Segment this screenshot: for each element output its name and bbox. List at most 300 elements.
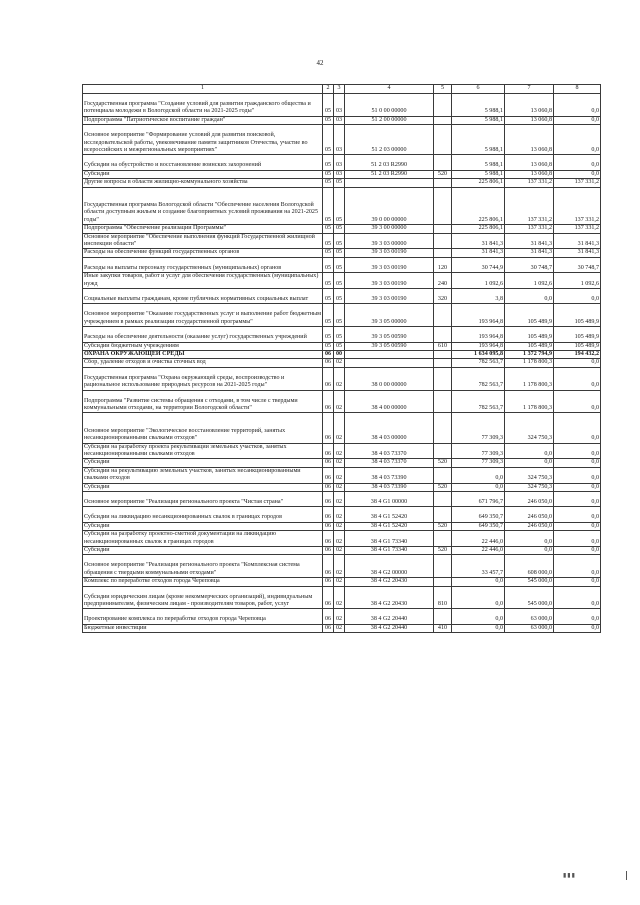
row-name: Субсидии (83, 547, 323, 555)
row-target-article: 38 4 G2 20440 (345, 609, 434, 624)
row-target-article: 38 4 03 73390 (345, 467, 434, 483)
row-subsection: 05 (334, 179, 345, 187)
header-cell: 8 (554, 85, 601, 94)
row-section: 05 (323, 249, 334, 257)
row-amount-3: 0,0 (554, 609, 601, 624)
row-expense-type: 320 (434, 289, 452, 304)
row-amount-2: 105 489,9 (505, 342, 554, 350)
row-name: Расходы на выплаты персоналу государственных (муниципальных) органов (83, 257, 323, 272)
row-section: 06 (323, 359, 334, 367)
row-amount-3: 0,0 (554, 155, 601, 170)
table-row (83, 187, 601, 225)
row-expense-type (434, 304, 452, 327)
row-section: 05 (323, 155, 334, 170)
row-amount-1: 782 563,7 (452, 390, 505, 413)
row-expense-type (434, 492, 452, 507)
row-target-article: 38 4 03 73390 (345, 483, 434, 491)
row-amount-2: 545 000,0 (505, 578, 554, 586)
row-expense-type (434, 578, 452, 586)
row-amount-1: 782 563,7 (452, 359, 505, 367)
header-cell: 3 (334, 85, 345, 94)
row-amount-2: 137 331,2 (505, 187, 554, 225)
row-section: 06 (323, 367, 334, 390)
row-section: 05 (323, 304, 334, 327)
row-subsection: 05 (334, 249, 345, 257)
row-expense-type (434, 187, 452, 225)
row-section: 06 (323, 483, 334, 491)
row-amount-3: 0,0 (554, 578, 601, 586)
row-name: Основное мероприятие "Реализация регионального проекта "Комплексная система обращения с твердыми коммунальными отходами" (83, 555, 323, 578)
row-subsection: 05 (334, 327, 345, 342)
row-amount-2: 137 331,2 (505, 225, 554, 233)
table-row (83, 507, 601, 522)
row-amount-2: 246 050,0 (505, 507, 554, 522)
row-name: Основное мероприятие "Формирование условий для развития поисковой, исследовательской работы, увековечивание памяти защитников Отечества, участие во всероссийских и межрегиональных мероприятиях" (83, 125, 323, 155)
row-name: Социальные выплаты гражданам, кроме публичных нормативных социальных выплат (83, 289, 323, 304)
table-row (83, 467, 601, 483)
row-amount-3: 0,0 (554, 483, 601, 491)
row-amount-1: 5 988,1 (452, 170, 505, 178)
row-amount-2: 1 178 800,3 (505, 359, 554, 367)
table-row (83, 531, 601, 547)
row-amount-2: 105 489,9 (505, 327, 554, 342)
row-amount-1: 0,0 (452, 624, 505, 632)
row-section: 05 (323, 94, 334, 117)
row-subsection: 02 (334, 492, 345, 507)
table-row (83, 351, 601, 359)
row-amount-1: 5 988,1 (452, 125, 505, 155)
row-amount-2: 324 750,3 (505, 413, 554, 443)
row-amount-2: 246 050,0 (505, 522, 554, 530)
row-name: Иные закупки товаров, работ и услуг для обеспечения государственных (муниципальных) нужд (83, 273, 323, 289)
row-amount-2: 0,0 (505, 443, 554, 459)
row-amount-2: 1 178 800,3 (505, 390, 554, 413)
row-expense-type: 520 (434, 170, 452, 178)
row-name: Бюджетные инвестиции (83, 624, 323, 632)
table-row (83, 179, 601, 187)
table-row (83, 327, 601, 342)
row-name: Субсидии (83, 522, 323, 530)
header-cell: 1 (83, 85, 323, 94)
row-section: 05 (323, 179, 334, 187)
row-name: Субсидии (83, 483, 323, 491)
row-section: 05 (323, 233, 334, 249)
row-amount-2: 31 841,3 (505, 249, 554, 257)
row-amount-1: 0,0 (452, 483, 505, 491)
row-subsection: 05 (334, 233, 345, 249)
row-amount-2: 0,0 (505, 531, 554, 547)
row-amount-3: 105 489,9 (554, 342, 601, 350)
row-expense-type (434, 367, 452, 390)
row-amount-3: 0,0 (554, 367, 601, 390)
row-section: 06 (323, 531, 334, 547)
row-amount-3: 0,0 (554, 586, 601, 609)
row-expense-type: 410 (434, 624, 452, 632)
row-amount-1: 33 457,7 (452, 555, 505, 578)
row-subsection: 02 (334, 459, 345, 467)
row-target-article: 39 3 05 00590 (345, 327, 434, 342)
table-row (83, 94, 601, 117)
budget-table (82, 84, 601, 633)
row-target-article: 38 4 G1 73340 (345, 547, 434, 555)
row-amount-1: 225 806,1 (452, 225, 505, 233)
row-section: 06 (323, 459, 334, 467)
row-section: 06 (323, 492, 334, 507)
header-cell: 4 (345, 85, 434, 94)
row-expense-type: 520 (434, 459, 452, 467)
row-amount-1: 225 806,1 (452, 179, 505, 187)
table-row (83, 483, 601, 491)
row-name: Государственная программа Вологодской области "Обеспечение населения Вологодской области доступным жильем и создание благоприятных условий проживания на 2021-2025 годы" (83, 187, 323, 225)
row-amount-3: 1 092,6 (554, 273, 601, 289)
row-target-article (345, 179, 434, 187)
table-row (83, 225, 601, 233)
table-row (83, 586, 601, 609)
row-subsection: 02 (334, 609, 345, 624)
row-subsection: 02 (334, 359, 345, 367)
row-target-article (345, 359, 434, 367)
table-row (83, 116, 601, 124)
table-row (83, 304, 601, 327)
row-amount-1: 77 309,3 (452, 459, 505, 467)
row-amount-2: 324 750,3 (505, 483, 554, 491)
row-amount-2: 13 060,8 (505, 116, 554, 124)
row-name: Субсидии на разработку проекта рекультивации земельных участков, занятых несанкционированными свалками отходов (83, 443, 323, 459)
row-amount-3: 0,0 (554, 413, 601, 443)
row-amount-2: 608 000,0 (505, 555, 554, 578)
row-target-article: 38 4 03 73370 (345, 443, 434, 459)
row-subsection: 02 (334, 483, 345, 491)
row-expense-type (434, 125, 452, 155)
row-target-article: 39 3 03 00190 (345, 249, 434, 257)
row-subsection: 02 (334, 555, 345, 578)
row-name: Расходы на обеспечение деятельности (оказание услуг) государственных учреждений (83, 327, 323, 342)
row-amount-2: 13 060,8 (505, 94, 554, 117)
row-expense-type (434, 390, 452, 413)
row-subsection: 05 (334, 304, 345, 327)
row-amount-1: 1 092,6 (452, 273, 505, 289)
row-amount-3: 137 331,2 (554, 225, 601, 233)
row-amount-3: 0,0 (554, 170, 601, 178)
row-expense-type (434, 225, 452, 233)
row-amount-2: 63 000,0 (505, 624, 554, 632)
table-row (83, 359, 601, 367)
row-amount-3: 0,0 (554, 492, 601, 507)
row-subsection: 02 (334, 467, 345, 483)
table-row (83, 155, 601, 170)
header-cell: 7 (505, 85, 554, 94)
row-subsection: 05 (334, 225, 345, 233)
row-expense-type (434, 467, 452, 483)
row-subsection: 02 (334, 522, 345, 530)
row-name: Субсидии на ликвидацию несанкционированных свалок в границах городов (83, 507, 323, 522)
row-expense-type (434, 609, 452, 624)
row-amount-2: 545 000,0 (505, 586, 554, 609)
row-target-article: 38 4 G1 52420 (345, 522, 434, 530)
table-row (83, 170, 601, 178)
row-subsection: 02 (334, 413, 345, 443)
page-number: 42 (316, 59, 324, 67)
row-amount-1: 31 841,3 (452, 249, 505, 257)
row-amount-1: 671 796,7 (452, 492, 505, 507)
row-amount-3: 194 432,2 (554, 351, 601, 359)
table-row (83, 257, 601, 272)
table-row (83, 233, 601, 249)
row-target-article: 38 4 G1 73340 (345, 531, 434, 547)
row-target-article: 38 4 G1 52420 (345, 507, 434, 522)
table-header-row (83, 85, 601, 94)
row-expense-type (434, 94, 452, 117)
row-subsection: 02 (334, 624, 345, 632)
row-name: Подпрограмма "Патриотическое воспитание граждан" (83, 116, 323, 124)
row-expense-type: 520 (434, 483, 452, 491)
row-amount-1: 0,0 (452, 609, 505, 624)
row-target-article: 38 4 03 00000 (345, 413, 434, 443)
row-subsection: 05 (334, 273, 345, 289)
row-amount-3: 0,0 (554, 555, 601, 578)
row-amount-1: 30 744,9 (452, 257, 505, 272)
row-name: Субсидии (83, 170, 323, 178)
row-name: Расходы на обеспечение функций государственных органов (83, 249, 323, 257)
row-amount-3: 0,0 (554, 125, 601, 155)
row-section: 05 (323, 125, 334, 155)
row-name: Субсидии на разработку проектно-сметной документации на ликвидацию несанкционированных свалок в границах городов (83, 531, 323, 547)
row-target-article: 38 4 G2 20440 (345, 624, 434, 632)
row-subsection: 03 (334, 94, 345, 117)
row-name: Подпрограмма "Развитие системы обращения с отходами, в том числе с твердыми коммунальными отходами, на территории Вологодской области" (83, 390, 323, 413)
row-section: 06 (323, 390, 334, 413)
row-amount-3: 137 331,2 (554, 179, 601, 187)
row-amount-3: 0,0 (554, 507, 601, 522)
row-amount-1: 31 841,3 (452, 233, 505, 249)
row-subsection: 05 (334, 257, 345, 272)
row-amount-2: 0,0 (505, 459, 554, 467)
row-section: 05 (323, 273, 334, 289)
row-section: 05 (323, 327, 334, 342)
table-row (83, 492, 601, 507)
row-section: 06 (323, 609, 334, 624)
row-target-article: 39 3 00 00000 (345, 225, 434, 233)
row-amount-3: 0,0 (554, 522, 601, 530)
table-row (83, 390, 601, 413)
table-row (83, 609, 601, 624)
table-row (83, 249, 601, 257)
row-amount-1: 0,0 (452, 586, 505, 609)
row-amount-2: 1 092,6 (505, 273, 554, 289)
row-section: 06 (323, 522, 334, 530)
row-amount-3: 30 748,7 (554, 257, 601, 272)
table-row (83, 413, 601, 443)
row-section: 06 (323, 413, 334, 443)
row-section: 05 (323, 187, 334, 225)
row-target-article: 51 2 03 R2990 (345, 170, 434, 178)
row-amount-3: 105 489,9 (554, 327, 601, 342)
row-target-article (345, 351, 434, 359)
row-target-article: 38 4 G2 00000 (345, 555, 434, 578)
row-amount-2: 30 748,7 (505, 257, 554, 272)
row-amount-2: 13 060,8 (505, 125, 554, 155)
header-cell: 6 (452, 85, 505, 94)
row-amount-1: 3,8 (452, 289, 505, 304)
row-amount-2: 13 060,8 (505, 155, 554, 170)
row-amount-3: 0,0 (554, 531, 601, 547)
row-amount-1: 782 563,7 (452, 367, 505, 390)
table-row (83, 367, 601, 390)
row-amount-3: 105 489,9 (554, 304, 601, 327)
row-section: 06 (323, 443, 334, 459)
row-section: 06 (323, 351, 334, 359)
row-name: Основное мероприятие "Оказание государственных услуг и выполнение работ бюджетным учреждением в рамках реализации государственной программы" (83, 304, 323, 327)
row-target-article: 51 2 03 00000 (345, 125, 434, 155)
row-subsection: 03 (334, 125, 345, 155)
table-row (83, 547, 601, 555)
row-name: Другие вопросы в области жилищно-коммунального хозяйства (83, 179, 323, 187)
table-row (83, 459, 601, 467)
table-row (83, 624, 601, 632)
row-expense-type: 610 (434, 342, 452, 350)
row-name: Основное мероприятие "Реализация регионального проекта "Чистая страна" (83, 492, 323, 507)
table-row (83, 273, 601, 289)
row-subsection: 02 (334, 507, 345, 522)
row-subsection: 02 (334, 586, 345, 609)
row-amount-1: 193 964,8 (452, 342, 505, 350)
row-name: Основное мероприятие "Обеспечение выполнения функций Государственной жилищной инспекции области" (83, 233, 323, 249)
table-row (83, 342, 601, 350)
row-subsection: 02 (334, 390, 345, 413)
row-subsection: 05 (334, 289, 345, 304)
row-subsection: 00 (334, 351, 345, 359)
row-section: 05 (323, 225, 334, 233)
row-expense-type (434, 507, 452, 522)
row-amount-1: 5 988,1 (452, 116, 505, 124)
header-cell: 2 (323, 85, 334, 94)
row-section: 06 (323, 555, 334, 578)
row-amount-1: 5 988,1 (452, 155, 505, 170)
row-expense-type: 520 (434, 522, 452, 530)
row-amount-3: 0,0 (554, 467, 601, 483)
row-amount-3: 0,0 (554, 443, 601, 459)
header-cell: 5 (434, 85, 452, 94)
row-amount-2: 13 060,8 (505, 170, 554, 178)
row-expense-type (434, 359, 452, 367)
row-expense-type (434, 327, 452, 342)
table-row (83, 522, 601, 530)
row-subsection: 02 (334, 578, 345, 586)
table-body (83, 94, 601, 633)
row-name: Сбор, удаление отходов и очистка сточных вод (83, 359, 323, 367)
row-expense-type (434, 116, 452, 124)
row-amount-1: 193 964,8 (452, 304, 505, 327)
row-amount-2: 1 178 800,3 (505, 367, 554, 390)
row-amount-2: 31 841,3 (505, 233, 554, 249)
table-row (83, 578, 601, 586)
row-target-article: 38 4 G2 20430 (345, 578, 434, 586)
row-expense-type: 520 (434, 547, 452, 555)
row-amount-1: 77 309,3 (452, 443, 505, 459)
row-expense-type (434, 555, 452, 578)
row-amount-2: 137 331,2 (505, 179, 554, 187)
row-amount-3: 0,0 (554, 547, 601, 555)
row-expense-type (434, 249, 452, 257)
row-section: 05 (323, 289, 334, 304)
row-amount-2: 105 489,9 (505, 304, 554, 327)
row-name: Государственная программа "Охрана окружающей среды, воспроизводство и рациональное использование природных ресурсов на 2021-2025 годы" (83, 367, 323, 390)
table-row (83, 555, 601, 578)
row-expense-type (434, 179, 452, 187)
row-section: 06 (323, 547, 334, 555)
row-name: Субсидии юридическим лицам (кроме некоммерческих организаций), индивидуальным предпринимателям, физическим лицам - производителям товаров, работ, услуг (83, 586, 323, 609)
scan-mark: ▮▮▮ (563, 873, 576, 879)
row-subsection: 02 (334, 443, 345, 459)
row-target-article: 38 4 03 73370 (345, 459, 434, 467)
row-target-article: 38 4 G1 00000 (345, 492, 434, 507)
row-subsection: 03 (334, 155, 345, 170)
row-expense-type (434, 413, 452, 443)
row-subsection: 02 (334, 547, 345, 555)
row-expense-type: 240 (434, 273, 452, 289)
row-name: Основное мероприятие "Экологическое восстановление территорий, занятых несанкционированными свалками отходов" (83, 413, 323, 443)
row-amount-2: 246 050,0 (505, 492, 554, 507)
scan-tick (626, 871, 627, 880)
row-expense-type (434, 443, 452, 459)
row-amount-1: 193 964,8 (452, 327, 505, 342)
row-section: 05 (323, 342, 334, 350)
row-target-article: 51 2 00 00000 (345, 116, 434, 124)
row-target-article: 38 4 G2 20430 (345, 586, 434, 609)
row-amount-1: 0,0 (452, 578, 505, 586)
row-section: 05 (323, 170, 334, 178)
row-section: 06 (323, 624, 334, 632)
table-row (83, 125, 601, 155)
row-amount-3: 0,0 (554, 94, 601, 117)
row-expense-type: 810 (434, 586, 452, 609)
row-target-article: 39 3 05 00000 (345, 304, 434, 327)
row-target-article: 39 3 03 00190 (345, 257, 434, 272)
row-section: 06 (323, 586, 334, 609)
row-target-article: 39 3 03 00190 (345, 289, 434, 304)
row-subsection: 02 (334, 367, 345, 390)
row-amount-1: 649 350,7 (452, 507, 505, 522)
row-target-article: 39 3 05 00590 (345, 342, 434, 350)
row-name: Государственная программа "Создание условий для развития гражданского общества и потенциала молодежи в Вологодской области на 2021-2025 годы" (83, 94, 323, 117)
row-amount-3: 0,0 (554, 624, 601, 632)
row-amount-1: 1 634 095,8 (452, 351, 505, 359)
row-amount-3: 0,0 (554, 116, 601, 124)
row-section: 06 (323, 467, 334, 483)
row-target-article: 51 0 00 00000 (345, 94, 434, 117)
row-name: Комплекс по переработке отходов города Череповца (83, 578, 323, 586)
row-name: Субсидии на обустройство и восстановление воинских захоронений (83, 155, 323, 170)
row-target-article: 39 3 03 00190 (345, 273, 434, 289)
row-amount-1: 77 309,3 (452, 413, 505, 443)
row-amount-1: 22 446,0 (452, 531, 505, 547)
row-amount-2: 0,0 (505, 547, 554, 555)
row-amount-2: 0,0 (505, 289, 554, 304)
row-expense-type (434, 351, 452, 359)
row-name: Подпрограмма "Обеспечение реализации Программы" (83, 225, 323, 233)
row-amount-3: 31 841,3 (554, 233, 601, 249)
row-amount-1: 22 446,0 (452, 547, 505, 555)
row-target-article: 39 0 00 00000 (345, 187, 434, 225)
row-expense-type: 120 (434, 257, 452, 272)
row-name: Субсидии на рекультивацию земельных участков, занятых несанкционированными свалками отходов (83, 467, 323, 483)
row-target-article: 38 4 00 00000 (345, 390, 434, 413)
row-amount-3: 0,0 (554, 359, 601, 367)
row-name: Проектирование комплекса по переработке отходов города Череповца (83, 609, 323, 624)
row-amount-3: 0,0 (554, 289, 601, 304)
table-row (83, 289, 601, 304)
row-subsection: 03 (334, 170, 345, 178)
